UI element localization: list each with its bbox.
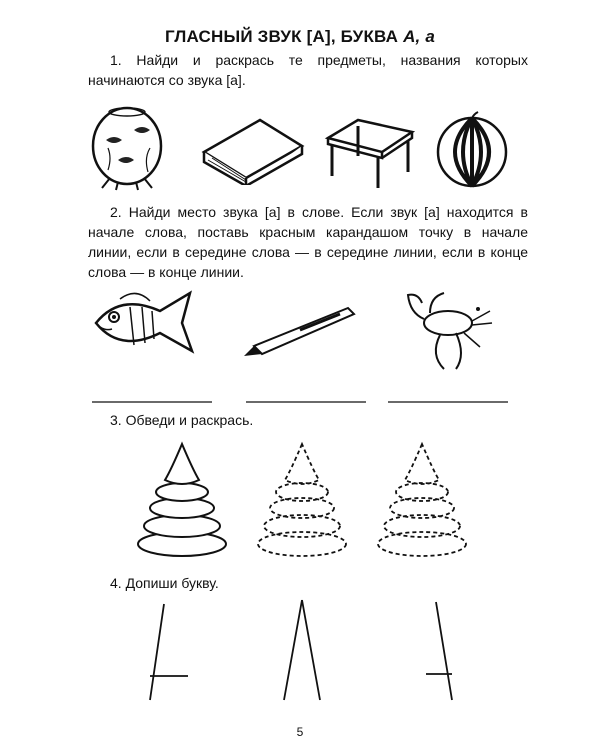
task-2-text: 2. Найди место звука [а] в слове. Если звук [а] находится в начале слова, поставь красным карандашом точку в начале линии, если в середине слова — в середине линии, если в конце слова — в конце линии.: [88, 204, 528, 280]
watermelon-picture: [432, 110, 512, 190]
letter-a-peak: [284, 600, 320, 700]
pyramid-solid: [135, 440, 230, 558]
task-4-text: 4. Допиши букву.: [110, 575, 219, 591]
pen-picture: [240, 300, 360, 360]
pyramid-dashed[interactable]: [375, 440, 470, 558]
letter-a-tracing[interactable]: [140, 596, 490, 706]
answer-lines: [88, 396, 528, 408]
table-picture: [322, 110, 418, 190]
letter-a-left-stroke: [150, 604, 188, 700]
task-1-text: 1. Найди и раскрась те предметы, названия которых начинаются со звука [а].: [88, 52, 528, 88]
book-picture: [198, 110, 308, 185]
pyramid-dashed[interactable]: [255, 440, 350, 558]
task-3-text: 3. Обведи и раскрась.: [110, 412, 254, 428]
aquarium-picture: [88, 100, 166, 192]
title-main: ГЛАСНЫЙ ЗВУК [А], БУКВА: [164, 27, 399, 46]
crayfish-picture: [400, 283, 496, 373]
letter-a-right-stroke: [426, 602, 452, 700]
page-title: [0, 27, 600, 47]
page-number: 5: [296, 725, 304, 739]
fish-picture: [90, 285, 200, 360]
title-letters: А, а: [403, 27, 436, 46]
